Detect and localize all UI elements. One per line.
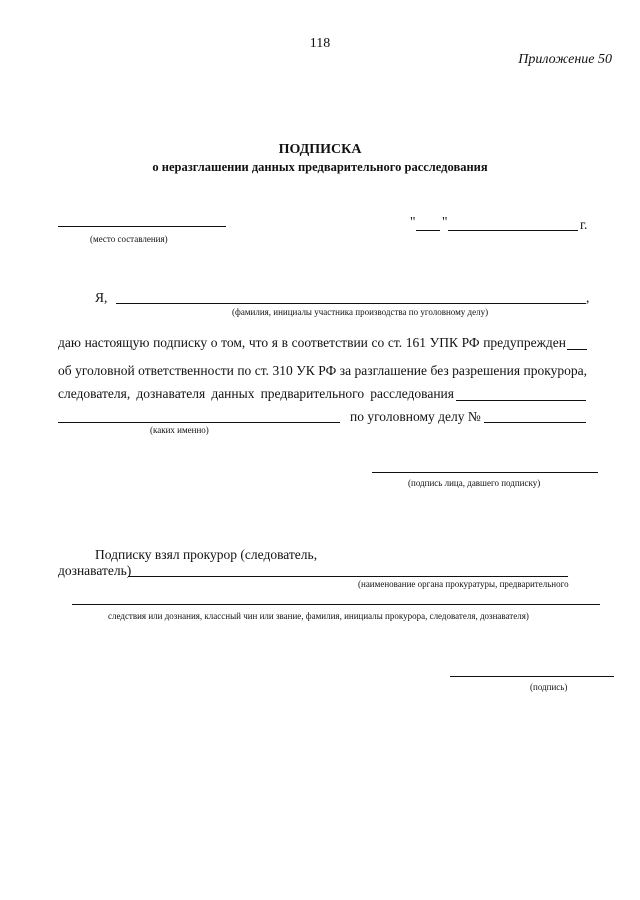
person-caption: (фамилия, инициалы участника производства по уголовному делу) — [232, 307, 489, 317]
person-comma: , — [586, 290, 590, 305]
date-month-line — [448, 230, 578, 231]
body-line-1: даю настоящую подписку о том, что я в соответствии со ст. 161 УПК РФ предупрежден — [58, 335, 566, 350]
signer-signature-line — [372, 472, 598, 473]
signer-signature-caption: (подпись лица, давшего подписку) — [408, 478, 541, 488]
case-number-line — [484, 422, 586, 423]
receiver-signature-line — [450, 676, 614, 677]
document-subtitle: о неразглашении данных предварительного расследования — [152, 160, 488, 174]
place-line — [58, 226, 226, 227]
person-name-line — [116, 303, 586, 304]
date-quote-close: " — [442, 214, 448, 229]
body-line-1-fill — [567, 349, 587, 350]
appendix-label: Приложение 50 — [518, 52, 612, 67]
receiver-name-line — [128, 576, 568, 577]
place-caption: (место составления) — [90, 234, 168, 244]
body-line-3: следователя, дознавателя данных предварительного расследования — [58, 386, 454, 401]
receiver-line-1: Подписку взял прокурор (следователь, — [95, 547, 318, 562]
receiver-caption-1: (наименование органа прокуратуры, предварительного — [358, 579, 569, 589]
person-prefix: Я, — [95, 290, 108, 305]
body-line-4-text: по уголовному делу № — [350, 409, 481, 424]
date-quote-open: " — [410, 214, 416, 229]
receiver-caption-2: следствия или дознания, классный чин или звание, фамилия, инициалы прокурора, следователя, дознавателя) — [108, 611, 529, 621]
body-line-2: об уголовной ответственности по ст. 310 УК РФ за разглашение без разрешения прокурора, — [58, 363, 587, 378]
receiver-name-line-2 — [72, 604, 600, 605]
receiver-signature-caption: (подпись) — [530, 682, 568, 692]
date-year-suffix: г. — [580, 217, 588, 232]
body-line-3-fill — [456, 400, 586, 401]
date-day-line — [416, 230, 440, 231]
page-number: 118 — [309, 36, 331, 51]
receiver-line-2: дознаватель) — [58, 563, 132, 578]
document-title: ПОДПИСКА — [278, 142, 362, 157]
which-caption: (каких именно) — [150, 425, 209, 435]
which-info-line — [58, 422, 340, 423]
